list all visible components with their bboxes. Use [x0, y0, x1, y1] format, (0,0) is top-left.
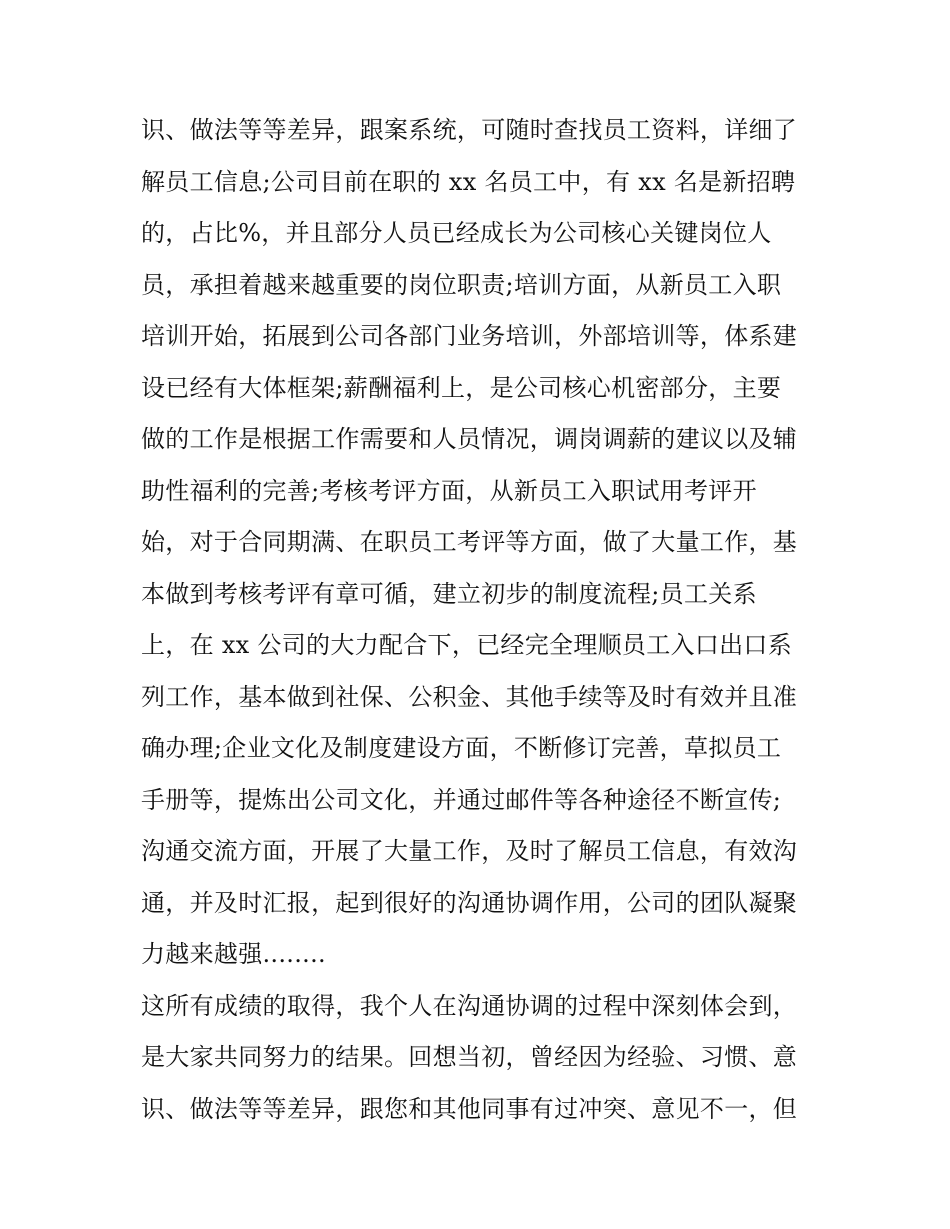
text-line: 做的工作是根据工作需要和人员情况，调岗调薪的建议以及辅: [141, 425, 798, 453]
text-line: 识、做法等等差异，跟您和其他同事有过冲突、意见不一，但: [141, 1094, 798, 1123]
text-line: 员，承担着越来越重要的岗位职责;培训方面，从新员工入职: [141, 270, 782, 299]
text-line: 沟通交流方面，开展了大量工作，及时了解员工信息，有效沟: [141, 837, 798, 865]
text-line: 手册等，提炼出公司文化，并通过邮件等各种途径不断宣传;: [141, 785, 782, 814]
text-line: 确办理;企业文化及制度建设方面，不断修订完善，草拟员工: [141, 734, 782, 762]
text-line: 培训开始，拓展到公司各部门业务培训，外部培训等，体系建: [141, 322, 798, 350]
text-line: 本做到考核考评有章可循，建立初步的制度流程;员工关系: [141, 579, 757, 608]
text-line: 解员工信息;公司目前在职的 xx 名员工中，有 xx 名是新招聘: [141, 167, 796, 196]
text-line: 始，对于合同期满、在职员工考评等方面，做了大量工作，基: [141, 528, 798, 556]
body-text: [141, 108, 821, 1138]
text-line: 的，占比%，并且部分人员已经成长为公司核心关键岗位人: [141, 219, 772, 247]
text-line: 力越来越强........: [141, 940, 326, 968]
text-line: 这所有成绩的取得，我个人在沟通协调的过程中深刻体会到，: [141, 991, 798, 1020]
text-line: 列工作，基本做到社保、公积金、其他手续等及时有效并且准: [141, 682, 798, 711]
text-line: 识、做法等等差异，跟案系统，可随时查找员工资料，详细了: [141, 116, 798, 144]
text-line: 助性福利的完善;考核考评方面，从新员工入职试用考评开: [141, 476, 757, 505]
text-line: 通，并及时汇报，起到很好的沟通协调作用，公司的团队凝聚: [141, 888, 798, 917]
text-line: 上，在 xx 公司的大力配合下，已经完全理顺员工入口出口系: [141, 631, 793, 659]
text-line: 设已经有大体框架;薪酬福利上，是公司核心机密部分，主要: [141, 373, 782, 402]
text-line: 是大家共同努力的结果。回想当初，曾经因为经验、习惯、意: [141, 1043, 798, 1071]
